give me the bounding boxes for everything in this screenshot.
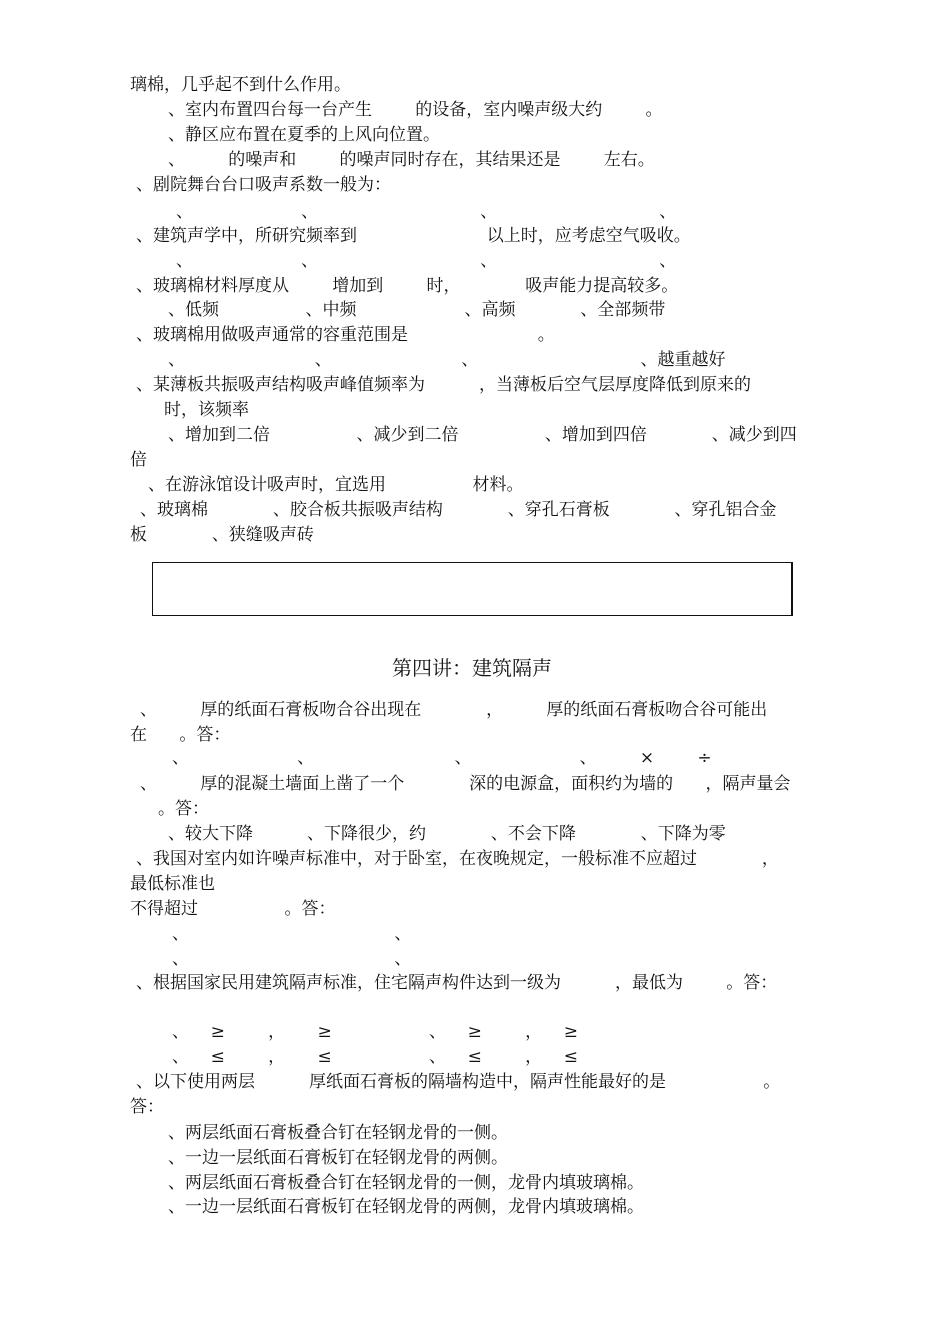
text-line: 、一边一层纸面石膏板钉在轻钢龙骨的两侧。 bbox=[168, 1148, 508, 1168]
text-line: 答： bbox=[130, 1097, 164, 1117]
text-line: 、一边一层纸面石膏板钉在轻钢龙骨的两侧，龙骨内填玻璃棉。 bbox=[168, 1197, 644, 1217]
text-line: 、室内布置四台每一台产生 的设备，室内噪声级大约 。 bbox=[168, 100, 663, 120]
text-line: 、 、 、 、 bbox=[176, 202, 677, 222]
text-line: 。答： bbox=[158, 799, 209, 819]
text-line: 、低频 、中频 、高频 、全部频带 bbox=[168, 300, 666, 320]
text-line: 、我国对室内如许噪声标准中，对于卧室，在夜晚规定，一般标准不应超过 ， bbox=[136, 849, 779, 869]
text-line: 、 、 bbox=[172, 949, 412, 969]
text-line: 、玻璃棉用做吸声通常的容重范围是 。 bbox=[136, 325, 555, 345]
text-line: 、剧院舞台台口吸声系数一般为： bbox=[136, 175, 391, 195]
text-line: 、 厚的混凝土墙面上凿了一个 深的电源盒，面积约为墙的 ，隔声量会 bbox=[140, 774, 791, 794]
text-line: 、玻璃棉 、胶合板共振吸声结构 、穿孔石膏板 、穿孔铝合金 bbox=[140, 500, 777, 520]
text-line: 、建筑声学中，所研究频率到 以上时，应考虑空气吸收。 bbox=[136, 226, 691, 246]
text-line: 、静区应布置在夏季的上风向位置。 bbox=[168, 125, 440, 145]
text-line: 、 的噪声和 的噪声同时存在，其结果还是 左右。 bbox=[168, 150, 655, 170]
text-line: 最低标准也 bbox=[130, 874, 215, 894]
blank-answer-box bbox=[152, 562, 793, 616]
text-line: 、 、 、 、 bbox=[176, 251, 677, 271]
text-line: 板 、狭缝吸声砖 bbox=[130, 525, 314, 545]
text-line: 、两层纸面石膏板叠合钉在轻钢龙骨的一侧，龙骨内填玻璃棉。 bbox=[168, 1173, 644, 1193]
text-line: 、 、 bbox=[172, 924, 412, 944]
text-line: 璃棉，几乎起不到什么作用。 bbox=[130, 75, 351, 95]
text-line: 时，该频率 bbox=[164, 400, 249, 420]
text-line: 倍 bbox=[130, 450, 147, 470]
text-line: 、较大下降 、下降很少，约 、不会下降 、下降为零 bbox=[168, 824, 726, 844]
text-line: 不得超过 。答： bbox=[130, 899, 336, 919]
text-line: 、 ≥ ， ≥ 、 ≥ ， ≥ bbox=[172, 1022, 578, 1042]
section-title: 第四讲：建筑隔声 bbox=[392, 656, 552, 680]
text-line: 、某薄板共振吸声结构吸声峰值频率为 ，当薄板后空气层厚度降低到原来的 bbox=[136, 375, 752, 395]
text-line: 、在游泳馆设计吸声时，宜选用 材料。 bbox=[148, 475, 524, 495]
text-line: 、玻璃棉材料厚度从 增加到 时， 吸声能力提高较多。 bbox=[136, 276, 679, 296]
text-line: 在 。答： bbox=[130, 725, 231, 745]
text-line: 、增加到二倍 、减少到二倍 、增加到四倍 、减少到四 bbox=[168, 425, 797, 445]
text-line: 、 、 、 、 × ÷ bbox=[172, 748, 712, 768]
text-line: 、 ≤ ， ≤ 、 ≤ ， ≤ bbox=[172, 1047, 578, 1067]
text-line: 、 厚的纸面石膏板吻合谷出现在 ， 厚的纸面石膏板吻合谷可能出 bbox=[140, 700, 768, 720]
text-line: 、根据国家民用建筑隔声标准，住宅隔声构件达到一级为 ，最低为 。答： bbox=[136, 973, 778, 993]
text-line: 、 、 、 、越重越好 bbox=[168, 350, 726, 370]
text-line: 、以下使用两层 厚纸面石膏板的隔墙构造中，隔声性能最好的是 。 bbox=[136, 1072, 781, 1092]
text-line: 、两层纸面石膏板叠合钉在轻钢龙骨的一侧。 bbox=[168, 1123, 508, 1143]
